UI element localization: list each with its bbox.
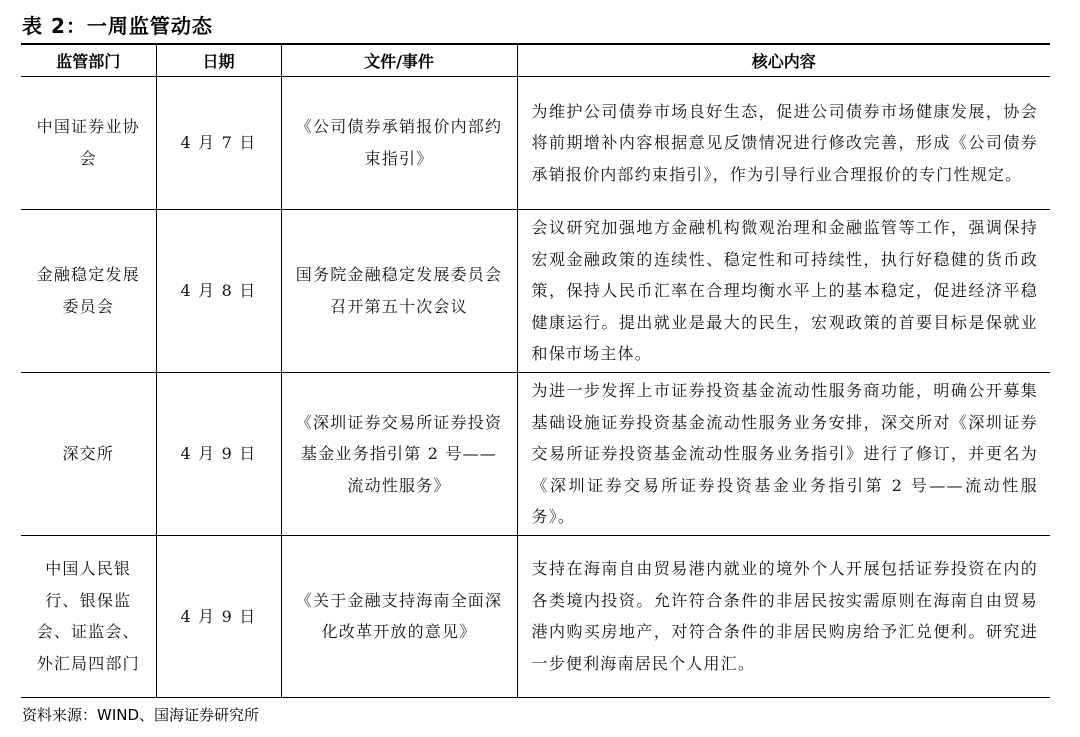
table-row (21, 535, 1050, 697)
header-row (21, 44, 1050, 77)
cell-dept: 中国人民银行、银保监会、证监会、外汇局四部门 (21, 535, 156, 697)
cell-date: 4 月 7 日 (156, 77, 281, 210)
cell-doc: 《关于金融支持海南全面深化改革开放的意见》 (281, 535, 517, 697)
cell-doc: 国务院金融稳定发展委员会召开第五十次会议 (281, 210, 517, 373)
header-content: 核心内容 (517, 44, 1050, 77)
cell-content: 为进一步发挥上市证券投资基金流动性服务商功能，明确公开募集基础设施证券投资基金流动性服务业务安排，深交所对《深圳证券交易所证券投资基金流动性服务业务指引》进行了修订，并更名为《深圳证券交易所证券投资基金业务指引第 2 号——流动性服务》。 (517, 372, 1050, 535)
table-title: 表 2：一周监管动态 (22, 14, 213, 38)
cell-doc: 《公司债券承销报价内部约束指引》 (281, 77, 517, 210)
cell-dept: 深交所 (21, 372, 156, 535)
cell-date: 4 月 9 日 (156, 372, 281, 535)
table-row (21, 210, 1050, 373)
regulatory-table (21, 43, 1050, 698)
cell-date: 4 月 9 日 (156, 535, 281, 697)
table-row (21, 372, 1050, 535)
cell-dept: 金融稳定发展委员会 (21, 210, 156, 373)
header-date: 日期 (156, 44, 281, 77)
cell-content: 支持在海南自由贸易港内就业的境外个人开展包括证券投资在内的各类境内投资。允许符合条件的非居民按实需原则在海南自由贸易港内购买房地产，对符合条件的非居民购房给予汇兑便利。研究进一步便利海南居民个人用汇。 (517, 535, 1050, 697)
source-note: 资料来源：WIND、国海证券研究所 (22, 706, 260, 724)
cell-dept: 中国证券业协会 (21, 77, 156, 210)
cell-doc: 《深圳证券交易所证券投资基金业务指引第 2 号——流动性服务》 (281, 372, 517, 535)
header-dept: 监管部门 (21, 44, 156, 77)
cell-content: 会议研究加强地方金融机构微观治理和金融监管等工作，强调保持宏观金融政策的连续性、稳定性和可持续性，执行好稳健的货币政策，保持人民币汇率在合理均衡水平上的基本稳定，促进经济平稳健康运行。提出就业是最大的民生，宏观政策的首要目标是保就业和保市场主体。 (517, 210, 1050, 373)
table-row (21, 77, 1050, 210)
cell-content: 为维护公司债券市场良好生态，促进公司债券市场健康发展，协会将前期增补内容根据意见反馈情况进行修改完善，形成《公司债券承销报价内部约束指引》，作为引导行业合理报价的专门性规定。 (517, 77, 1050, 210)
cell-date: 4 月 8 日 (156, 210, 281, 373)
header-doc: 文件/事件 (281, 44, 517, 77)
